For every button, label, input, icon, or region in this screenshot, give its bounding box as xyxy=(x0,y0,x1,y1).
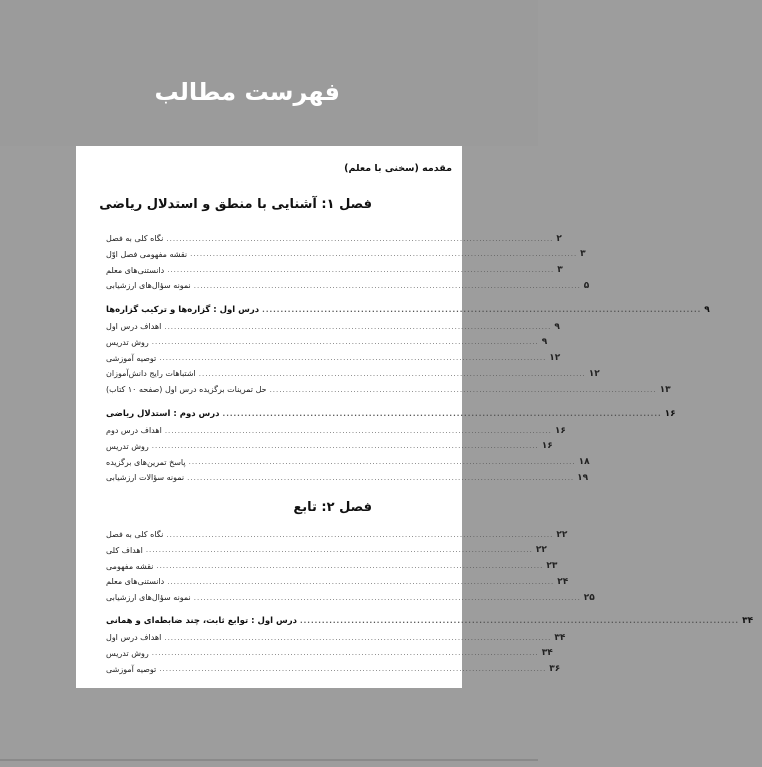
toc-entry xyxy=(106,320,560,333)
dot-leader: ........................................................................................................................ xyxy=(222,410,662,418)
dot-leader: ........................................................................................................................ xyxy=(151,338,539,347)
dot-leader: ........................................................................................................................ xyxy=(159,354,547,363)
page-number: ۱۹ xyxy=(577,472,589,483)
lesson-title: درس اول : گزاره‌ها و ترکیب گزاره‌ها xyxy=(106,305,260,315)
page-number: ۲ xyxy=(556,233,562,244)
page-number: ۳ xyxy=(557,265,563,276)
entry-label: روش تدریس xyxy=(106,441,149,451)
lesson-heading xyxy=(106,303,710,317)
dot-leader: ........................................................................................................................ xyxy=(198,369,586,378)
dot-leader: ........................................................................................................................ xyxy=(188,458,576,467)
chapter-heading: فصل ۱: آشنایی با منطق و استدلال ریاضی xyxy=(99,197,372,212)
entry-label: اشتباهات رایج دانش‌آموزان xyxy=(106,369,196,379)
entry-label: اهداف کلی xyxy=(106,545,143,555)
chapter-heading: فصل ۲: تابع xyxy=(293,500,372,515)
entry-label: توصیه آموزشی xyxy=(106,353,157,363)
toc-entry xyxy=(106,456,590,469)
entry-label: دانستنی‌های معلم xyxy=(106,265,165,275)
page-number: ۲۲ xyxy=(535,545,547,556)
toc-entry xyxy=(106,248,586,261)
toc-entry xyxy=(106,560,558,573)
page-number: ۱۸ xyxy=(578,457,590,468)
dot-leader: ........................................................................................................................ xyxy=(167,577,555,586)
entry-label: نمونه سؤالات ارزشیابی xyxy=(106,473,185,483)
dot-leader: ........................................................................................................................ xyxy=(159,665,547,674)
toc-entry xyxy=(106,424,566,437)
dot-leader: ........................................................................................................................ xyxy=(151,442,539,451)
page-number: ۳ xyxy=(580,249,586,260)
toc-entry xyxy=(106,264,563,277)
entry-label: نمونه سؤال‌های ارزشیابی xyxy=(106,281,191,291)
toc-entry xyxy=(106,336,548,349)
bottom-divider xyxy=(0,759,538,761)
intro-entry: مقدمه (سخنی با معلم) xyxy=(344,163,452,174)
page-number: ۱۶ xyxy=(554,425,566,436)
dot-leader: ........................................................................................................................ xyxy=(193,593,581,602)
dot-leader: ........................................................................................................................ xyxy=(262,306,702,314)
page-number: ۳۴ xyxy=(541,648,553,659)
page-number: ۲۳ xyxy=(546,561,558,572)
page-number: ۹ xyxy=(704,305,710,315)
dot-leader: ........................................................................................................................ xyxy=(299,617,740,625)
entry-label: اهداف درس اول xyxy=(106,322,162,331)
page-number: ۳۴ xyxy=(554,632,566,643)
page-number: ۲۲ xyxy=(556,529,568,540)
dot-leader: ........................................................................................................................ xyxy=(164,633,552,642)
lesson-heading xyxy=(106,407,676,421)
toc-entry xyxy=(106,383,671,396)
lesson-title: درس اول : توابع ثابت، چند ضابطه‌ای و همانی xyxy=(106,616,297,626)
page-number: ۳۴ xyxy=(742,616,754,626)
toc-entry xyxy=(106,663,561,676)
entry-label: نقشه مفهومی xyxy=(106,561,154,571)
dot-leader: ........................................................................................................................ xyxy=(156,562,544,571)
page-number: ۱۶ xyxy=(664,409,676,419)
toc-entry xyxy=(106,352,561,365)
toc-entry xyxy=(106,544,547,557)
dot-leader: ........................................................................................................................ xyxy=(269,385,657,394)
page-number: ۵ xyxy=(583,280,590,291)
dot-leader: ........................................................................................................................ xyxy=(151,649,539,658)
toc-entry xyxy=(106,591,595,604)
entry-label: اهداف درس اول xyxy=(106,633,162,642)
entry-label: روش تدریس xyxy=(106,648,149,658)
dot-leader: ........................................................................................................................ xyxy=(167,266,555,275)
page-number: ۳۶ xyxy=(549,664,561,675)
header-band xyxy=(0,0,538,146)
page-number: ۱۲ xyxy=(588,368,600,379)
toc-page xyxy=(76,146,754,688)
toc-entry xyxy=(106,528,568,541)
toc-entry xyxy=(106,232,562,245)
toc-entry xyxy=(106,440,553,453)
toc-entry xyxy=(106,367,600,380)
entry-label: دانستنی‌های معلم xyxy=(106,577,165,587)
page-number: ۹ xyxy=(541,337,548,348)
lesson-title: درس دوم : استدلال ریاضی xyxy=(106,409,220,419)
toc-entry xyxy=(106,647,553,660)
toc-entry xyxy=(106,575,569,588)
entry-label: حل تمرینات برگزیده درس اول (صفحه ۱۰ کتاب) xyxy=(106,385,267,395)
table-of-contents xyxy=(76,146,754,688)
dot-leader: ........................................................................................................................ xyxy=(190,250,578,259)
page-number: ۱۳ xyxy=(659,384,671,395)
dot-leader: ........................................................................................................................ xyxy=(145,546,533,555)
page-number: ۲۴ xyxy=(557,576,569,587)
entry-label: نقشه مفهومی فصل اوّل xyxy=(106,249,188,259)
entry-label: پاسخ تمرین‌های برگزیده xyxy=(106,457,186,467)
page-number: ۲۵ xyxy=(583,592,595,603)
entry-label: روش تدریس xyxy=(106,337,149,347)
dot-leader: ........................................................................................................................ xyxy=(164,426,552,435)
page-number: ۹ xyxy=(554,321,560,332)
lesson-heading xyxy=(106,614,754,628)
toc-entry xyxy=(106,631,566,644)
entry-label: نمونه سؤال‌های ارزشیابی xyxy=(106,593,191,603)
dot-leader: ........................................................................................................................ xyxy=(164,322,552,331)
page-number: ۱۶ xyxy=(541,441,553,452)
dot-leader: ........................................................................................................................ xyxy=(166,530,554,539)
page-number: ۱۲ xyxy=(549,353,561,364)
entry-label: نگاه کلی به فصل xyxy=(106,234,164,243)
page-title: فهرست مطالب xyxy=(154,78,340,106)
dot-leader: ........................................................................................................................ xyxy=(193,281,581,290)
toc-entry xyxy=(106,471,589,484)
entry-label: اهداف درس دوم xyxy=(106,426,162,435)
entry-label: توصیه آموزشی xyxy=(106,664,157,674)
dot-leader: ........................................................................................................................ xyxy=(166,234,554,243)
toc-entry xyxy=(106,279,590,292)
entry-label: نگاه کلی به فصل xyxy=(106,530,164,539)
dot-leader: ........................................................................................................................ xyxy=(187,473,575,482)
